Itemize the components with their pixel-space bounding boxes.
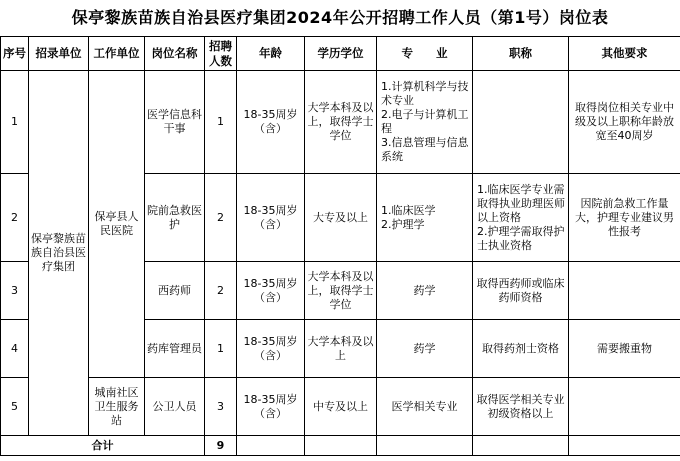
row-other-requirements: 取得岗位相关专业中级及以上职称年龄放宽至40周岁 xyxy=(569,71,680,174)
row-major: 医学相关专业 xyxy=(377,378,473,436)
header-row xyxy=(1,37,680,71)
row-age: 18-35周岁（含） xyxy=(237,378,305,436)
table-row xyxy=(1,378,680,436)
header-major: 专 业 xyxy=(377,37,473,71)
row-major: 药学 xyxy=(377,262,473,320)
work-unit: 保亭县人民医院 xyxy=(89,71,145,378)
row-position: 医学信息科干事 xyxy=(145,71,205,174)
positions-table xyxy=(0,36,680,456)
row-position: 药库管理员 xyxy=(145,320,205,378)
row-title-requirement: 取得药剂士资格 xyxy=(473,320,569,378)
row-count: 1 xyxy=(205,320,237,378)
row-major: 1.临床医学 2.护理学 xyxy=(377,174,473,262)
row-education: 大学本科及以上 xyxy=(305,320,377,378)
row-count: 2 xyxy=(205,262,237,320)
header-other-requirements: 其他要求 xyxy=(569,37,680,71)
total-empty-cell xyxy=(473,436,569,456)
total-label: 合计 xyxy=(1,436,205,456)
row-other-requirements: 因院前急救工作量大，护理专业建议男性报考 xyxy=(569,174,680,262)
document-title: 保亭黎族苗族自治县医疗集团2024年公开招聘工作人员（第1号）岗位表 xyxy=(71,8,609,27)
row-age: 18-35周岁（含） xyxy=(237,320,305,378)
row-title-requirement: 取得医学相关专业初级资格以上 xyxy=(473,378,569,436)
row-position: 公卫人员 xyxy=(145,378,205,436)
row-seq: 2 xyxy=(1,174,29,262)
header-seq: 序号 xyxy=(1,37,29,71)
row-position: 院前急救医护 xyxy=(145,174,205,262)
total-empty-cell xyxy=(569,436,680,456)
row-other-requirements: 需要搬重物 xyxy=(569,320,680,378)
row-seq: 5 xyxy=(1,378,29,436)
row-seq: 4 xyxy=(1,320,29,378)
total-empty-cell xyxy=(305,436,377,456)
row-position: 西药师 xyxy=(145,262,205,320)
row-title-requirement: 1.临床医学专业需取得执业助理医师以上资格 2.护理学需取得护士执业资格 xyxy=(473,174,569,262)
total-row xyxy=(1,436,680,456)
row-major: 药学 xyxy=(377,320,473,378)
header-recruiting-unit: 招录单位 xyxy=(29,37,89,71)
row-other-requirements xyxy=(569,378,680,436)
total-value: 9 xyxy=(205,436,237,456)
header-age: 年龄 xyxy=(237,37,305,71)
row-age: 18-35周岁（含） xyxy=(237,174,305,262)
row-education: 大学本科及以上，取得学士学位 xyxy=(305,262,377,320)
header-title-requirement: 职称 xyxy=(473,37,569,71)
row-education: 大专及以上 xyxy=(305,174,377,262)
row-age: 18-35周岁（含） xyxy=(237,262,305,320)
row-age: 18-35周岁（含） xyxy=(237,71,305,174)
row-count: 2 xyxy=(205,174,237,262)
row-major: 1.计算机科学与技术专业 2.电子与计算机工程 3.信息管理与信息系统 xyxy=(377,71,473,174)
row-other-requirements xyxy=(569,262,680,320)
row-seq: 1 xyxy=(1,71,29,174)
row-education: 中专及以上 xyxy=(305,378,377,436)
header-education: 学历学位 xyxy=(305,37,377,71)
header-position: 岗位名称 xyxy=(145,37,205,71)
total-empty-cell xyxy=(237,436,305,456)
row-count: 3 xyxy=(205,378,237,436)
table-row xyxy=(1,71,680,174)
row-title-requirement xyxy=(473,71,569,174)
row-education: 大学本科及以上，取得学士学位 xyxy=(305,71,377,174)
recruiting-unit: 保亭黎族苗族自治县医疗集团 xyxy=(29,71,89,436)
work-unit: 城南社区卫生服务站 xyxy=(89,378,145,436)
header-count: 招聘人数 xyxy=(205,37,237,71)
header-work-unit: 工作单位 xyxy=(89,37,145,71)
row-seq: 3 xyxy=(1,262,29,320)
row-count: 1 xyxy=(205,71,237,174)
total-empty-cell xyxy=(377,436,473,456)
row-title-requirement: 取得西药师或临床药师资格 xyxy=(473,262,569,320)
